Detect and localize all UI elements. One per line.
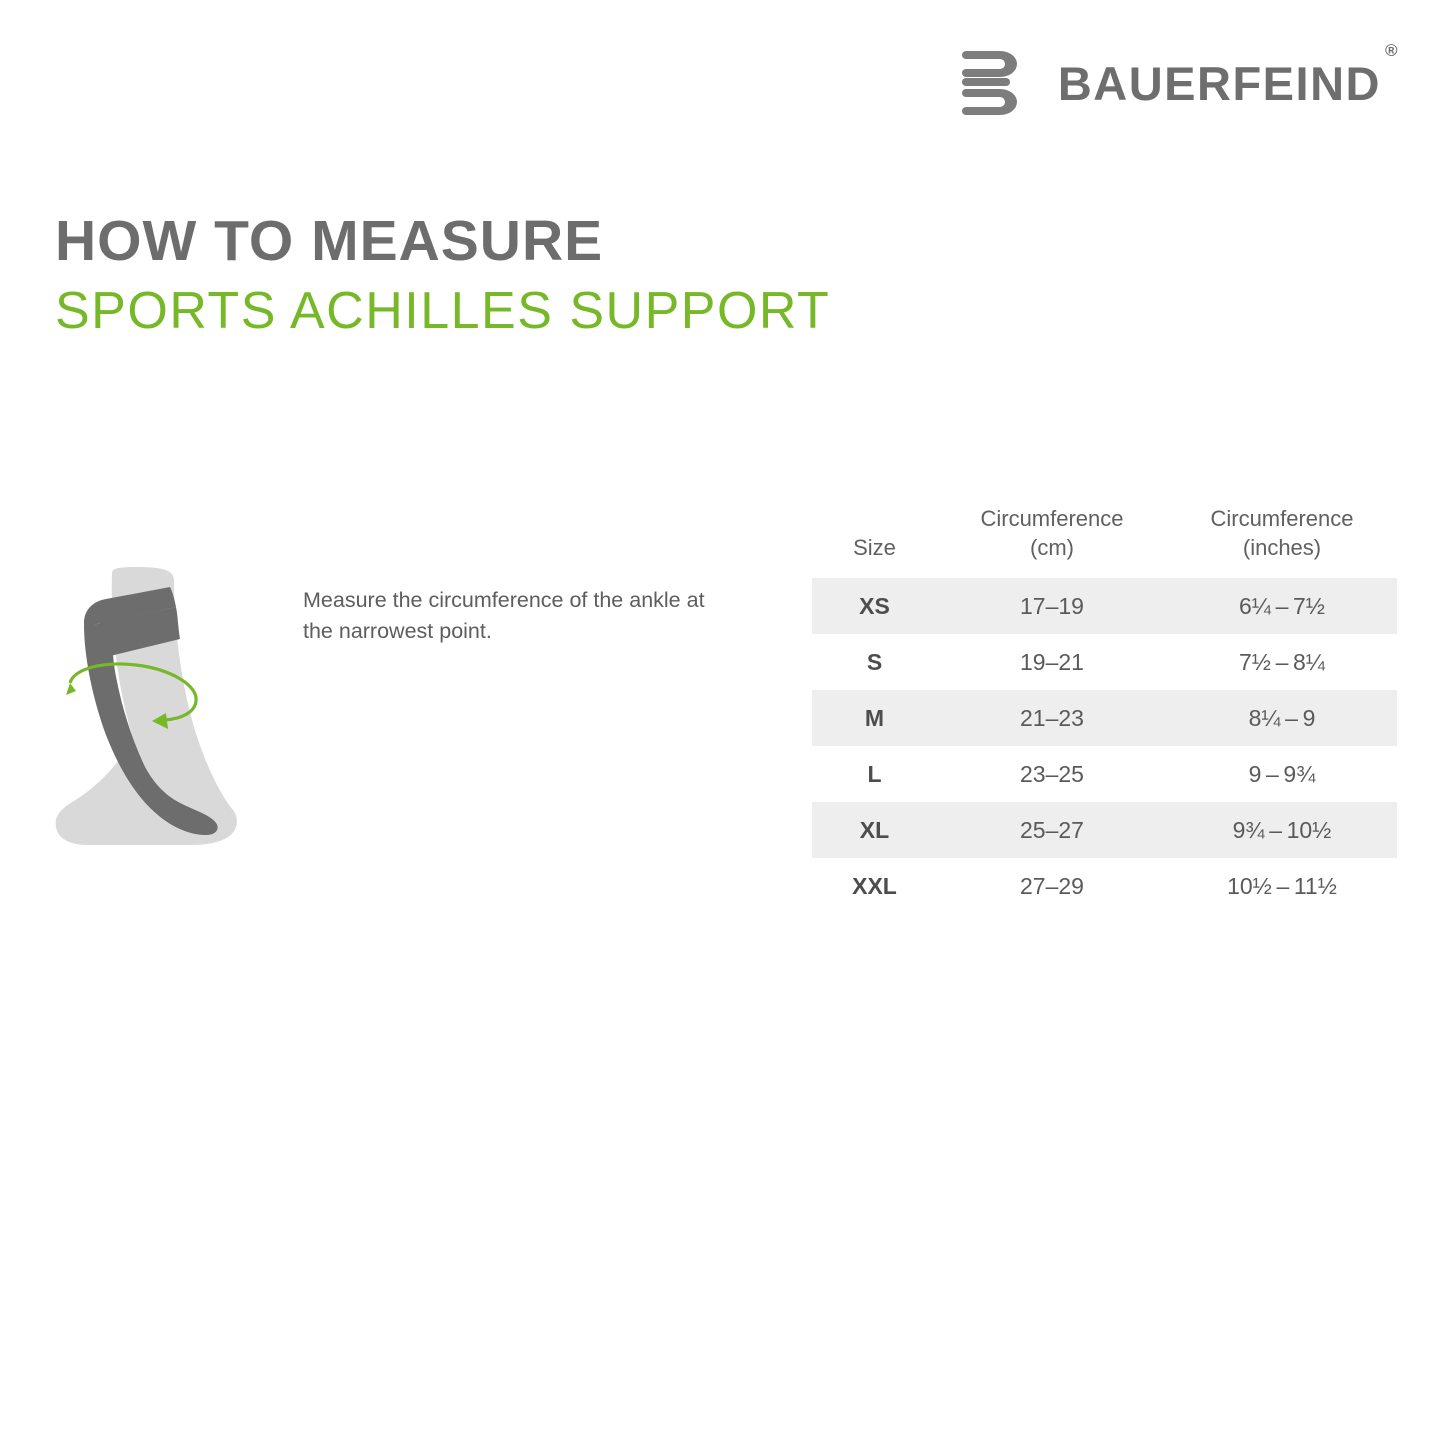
ankle-measure-illustration	[40, 565, 270, 875]
brand-logo	[962, 40, 1399, 119]
size-table-container	[812, 505, 1397, 914]
table-row	[812, 858, 1397, 914]
cell-inches: 8¼ – 9	[1167, 690, 1397, 746]
brand-wordmark	[1057, 40, 1399, 110]
column-header-circumference-cm	[937, 505, 1167, 578]
cell-size: XL	[812, 802, 937, 858]
column-header-circumference-inches	[1167, 505, 1397, 578]
cell-inches: 10½ – 11½	[1227, 872, 1337, 899]
cell-size: M	[812, 690, 937, 746]
cell-cm: 19–21	[1020, 648, 1084, 675]
column-header-cm-line1: Circumference	[980, 506, 1124, 531]
title-line-2: SPORTS ACHILLES SUPPORT	[55, 281, 831, 340]
table-row	[812, 578, 1397, 634]
bauerfeind-b-logo-icon	[962, 47, 1040, 119]
cell-inches: 6¼ – 7½	[1167, 578, 1397, 634]
table-row	[812, 690, 1397, 746]
cell-cm: 17–19	[937, 578, 1167, 634]
cell-inches: 7½ – 8¼	[1239, 648, 1325, 675]
column-header-in-line1: Circumference	[1210, 506, 1354, 531]
cell-inches: 9¾ – 10½	[1167, 802, 1397, 858]
column-header-size: Size	[853, 534, 896, 560]
table-row	[812, 802, 1397, 858]
cell-size: L	[867, 760, 882, 787]
size-table	[812, 505, 1397, 914]
cell-cm: 25–27	[937, 802, 1167, 858]
column-header-in-line2: (inches)	[1242, 534, 1322, 560]
title-line-1: HOW TO MEASURE	[55, 209, 604, 273]
cell-cm: 21–23	[937, 690, 1167, 746]
cell-cm: 23–25	[1020, 760, 1084, 787]
cell-size: XXL	[852, 872, 897, 899]
cell-inches: 9 – 9¾	[1248, 760, 1316, 787]
page-title	[55, 209, 831, 342]
cell-size: XS	[812, 578, 937, 634]
cell-size: S	[866, 648, 883, 675]
registered-mark: ®	[1384, 40, 1399, 60]
cell-cm: 27–29	[1020, 872, 1084, 899]
brand-name-text: BAUERFEIND	[1057, 56, 1381, 110]
table-header-row	[812, 505, 1397, 578]
measure-instruction-text: Measure the circumference of the ankle at the narrowest point.	[303, 588, 705, 644]
column-header-cm-line2: (cm)	[1030, 534, 1074, 560]
table-row	[812, 634, 1397, 690]
table-row	[812, 746, 1397, 802]
